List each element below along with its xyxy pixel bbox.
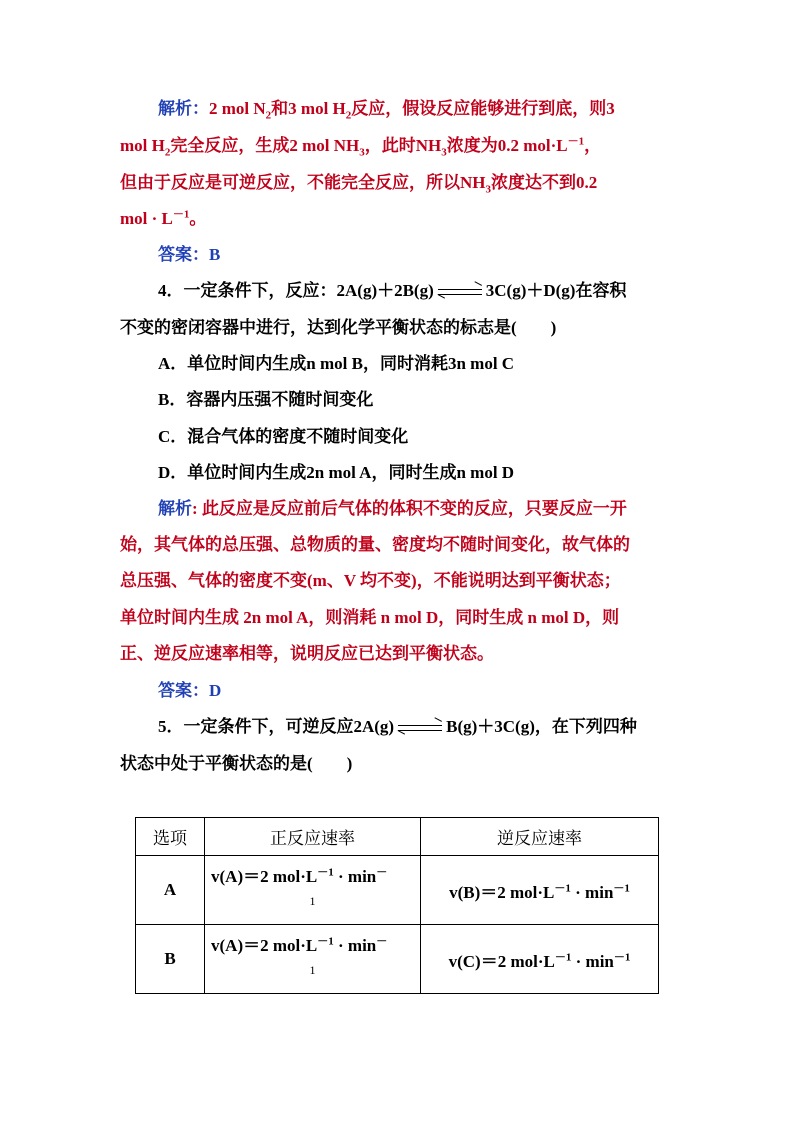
- q5-line2: 状态中处于平衡状态的是( ): [120, 754, 353, 773]
- table-row: [136, 856, 659, 925]
- analysis1-line4: mol · $L^{-1}$。: [120, 208, 207, 228]
- q4-option-c: C．混合气体的密度不随时间变化: [158, 427, 409, 446]
- table-row: [136, 925, 659, 994]
- equilibrium-arrow-icon: [438, 286, 482, 298]
- header-option: 选项: [136, 818, 205, 856]
- q5-line1: 5．一定条件下，可逆反应2A(g) B(g)＋3C(g)，在下列四种: [158, 717, 718, 737]
- analysis-label: 解析: [158, 499, 192, 518]
- answer1-value: B: [209, 245, 221, 264]
- equilibrium-arrow-icon: [398, 722, 442, 734]
- analysis2-line2: 始，其气体的总压强、总物质的量、密度均不随时间变化，故气体的: [120, 535, 630, 554]
- rate-table: [135, 817, 659, 994]
- header-reverse-rate: 逆反应速率: [421, 818, 659, 856]
- analysis2-line3: 总压强、气体的密度不变(m、V 均不变)，不能说明达到平衡状态；: [120, 571, 621, 590]
- answer2-value: D: [209, 681, 222, 700]
- answer2: 答案：D: [158, 681, 222, 700]
- q4-line1: 4．一定条件下，反应：2A(g)＋2B(g) 3C(g)＋D(g)在容积: [158, 281, 718, 301]
- q4-option-b: B．容器内压强不随时间变化: [158, 390, 374, 409]
- q4-option-a: A．单位时间内生成n mol B，同时消耗3n mol C: [158, 354, 515, 373]
- q4-option-d: D．单位时间内生成2n mol A，同时生成n mol D: [158, 463, 515, 482]
- analysis1-line3: 但由于反应是可逆反应，不能完全反应，所以$NH_3$浓度达不到0.2: [120, 173, 598, 196]
- row-reverse-rate: v(C)＝2 $mol\cdot L^{-1} \cdot \min^{-1}$: [421, 925, 659, 994]
- analysis2-line1: 解析: 此反应是反应前后气体的体积不变的反应，只要反应一开: [158, 499, 627, 518]
- q4-line2: 不变的密闭容器中进行，达到化学平衡状态的标志是( ): [120, 318, 557, 337]
- analysis2-line4: 单位时间内生成 2n mol A，则消耗 n mol D，同时生成 n mol D，则: [120, 608, 620, 627]
- row-forward-rate: v(A)＝2 $mol\cdot L^{-1} \cdot \min^-$ 1: [205, 856, 421, 925]
- answer1: 答案：B: [158, 245, 221, 264]
- header-forward-rate: 正反应速率: [205, 818, 421, 856]
- row-option: A: [136, 856, 205, 925]
- analysis1-line2: mol $H_2$完全反应，生成2 mol $NH_3$，此时$NH_3$浓度为0.2 $mol\cdot L^{-1}$，: [120, 135, 602, 159]
- analysis-label: 解析：: [158, 99, 209, 118]
- table-header-row: [136, 818, 659, 856]
- row-option: B: [136, 925, 205, 994]
- analysis1-line1: 解析：2 mol $N_2$和3 mol $H_2$反应，假设反应能够进行到底，则3: [158, 99, 615, 122]
- row-reverse-rate: v(B)＝2 $mol\cdot L^{-1} \cdot \min^{-1}$: [421, 856, 659, 925]
- analysis2-line5: 正、逆反应速率相等，说明反应已达到平衡状态。: [120, 644, 494, 663]
- row-forward-rate: v(A)＝2 $mol\cdot L^{-1} \cdot \min^-$ 1: [205, 925, 421, 994]
